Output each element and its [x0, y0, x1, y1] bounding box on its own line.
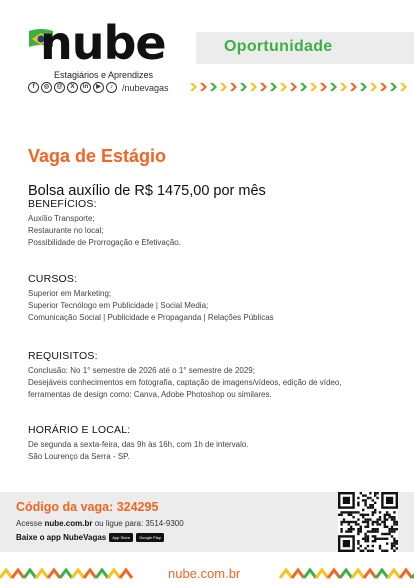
- section-heading: HORÁRIO E LOCAL:: [28, 424, 131, 436]
- bottom-site-link[interactable]: nube.com.br: [168, 566, 241, 581]
- opportunity-banner: [196, 32, 414, 64]
- banner-label: Oportunidade: [224, 38, 333, 55]
- list-item: Superior Tecnólogo em Publicidade | Social Media;: [28, 301, 209, 310]
- section-heading: BENEFÍCIOS:: [28, 198, 97, 210]
- access-suffix: ou ligue para: 3514-9300: [94, 519, 184, 528]
- instagram-icon[interactable]: ◎: [41, 82, 52, 93]
- access-site-link[interactable]: nube.com.br: [44, 519, 93, 528]
- facebook-icon[interactable]: f: [28, 82, 39, 93]
- job-title: Vaga de Estágio: [28, 146, 167, 166]
- section-heading: CURSOS:: [28, 273, 78, 285]
- section-requirements: [28, 350, 388, 401]
- access-prefix: Acesse: [16, 519, 43, 528]
- linkedin-icon[interactable]: in: [80, 82, 91, 93]
- list-item: São Lourenço da Serra - SP.: [28, 452, 130, 461]
- job-code: Código da vaga: 324295: [16, 500, 159, 514]
- section-list: [28, 365, 388, 401]
- section-benefits: [28, 198, 388, 249]
- tiktok-icon[interactable]: ♪: [106, 82, 117, 93]
- logo-wordmark: nube: [40, 16, 166, 70]
- x-icon[interactable]: X: [67, 82, 78, 93]
- threads-icon[interactable]: @: [54, 82, 65, 93]
- list-item: Auxílio Transporte;: [28, 214, 95, 223]
- social-links: [28, 82, 169, 93]
- list-item: Comunicação Social | Publicidade e Propaganda | Relações Públicas: [28, 313, 274, 322]
- list-item: Possibilidade de Prorrogação e Efetivação.: [28, 238, 181, 247]
- list-item: Desejáveis conhecimentos em fotografia, captação de imagens/vídeos, edição de vídeo,: [28, 378, 342, 387]
- list-item: Superior em Marketing;: [28, 289, 112, 298]
- section-schedule: [28, 424, 388, 463]
- section-heading: REQUISITOS:: [28, 350, 98, 362]
- chevron-decoration: [190, 82, 410, 92]
- section-list: [28, 288, 388, 324]
- section-courses: [28, 273, 388, 324]
- list-item: ferramentas de design como: Canva, Adobe Photoshop ou similares.: [28, 390, 272, 399]
- youtube-icon[interactable]: ▶: [93, 82, 104, 93]
- section-list: [28, 439, 388, 463]
- app-store-badge[interactable]: App Store: [109, 533, 133, 542]
- list-item: Restaurante no local;: [28, 226, 104, 235]
- section-list: [28, 213, 388, 249]
- qr-code[interactable]: [338, 492, 398, 552]
- header: [0, 0, 414, 100]
- logo-subtitle: Estagiários e Aprendizes: [54, 70, 154, 80]
- app-download: [16, 533, 164, 542]
- nube-logo[interactable]: [28, 16, 178, 86]
- app-download-label: Baixe o app NubeVagas: [16, 533, 107, 542]
- google-play-badge[interactable]: Google Play: [136, 533, 164, 542]
- access-info: [16, 519, 184, 528]
- list-item: Conclusão: No 1° semestre de 2026 até o 1° semestre de 2029;: [28, 366, 255, 375]
- list-item: De segunda a sexta-feira, das 9h às 16h, com 1h de intervalo.: [28, 440, 249, 449]
- social-handle[interactable]: /nubevagas: [122, 82, 169, 93]
- salary: Bolsa auxílio de R$ 1475,00 por mês: [28, 183, 266, 199]
